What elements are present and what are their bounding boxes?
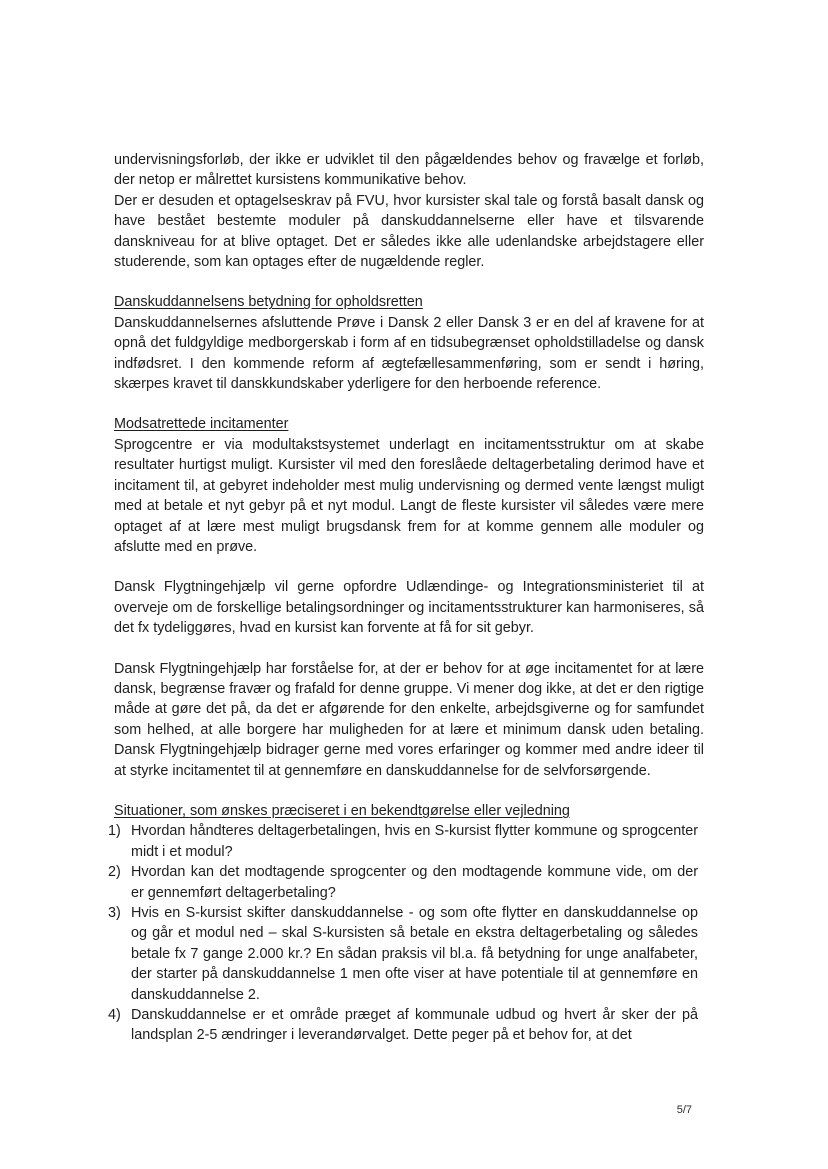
section-heading-incitamenter: Modsatrettede incitamenter [114, 416, 289, 433]
list-item-text: Hvis en S-kursist skifter danskuddannelse - og som ofte flytter en danskuddannelse op og går et modul ned – skal S-kursisten så betale en ekstra deltagerbetaling og således betale fx 7 gange 2.000 kr.? En sådan praksis vil bl.a. få betydning for unge analfabeter, der starter på danskuddannelse 1 men ofte viser at have potentiale til at gennemføre en danskuddannelse 2. [131, 905, 698, 1003]
list-item [108, 862, 698, 903]
section-heading-situationer: Situationer, som ønskes præciseret i en bekendtgørelse eller vejledning [114, 802, 570, 819]
list-item-number: 3) [108, 905, 121, 921]
list-item-text: Danskuddannelse er et område præget af kommunale udbud og hvert år sker der på landsplan 2-5 ændringer i leverandørvalget. Dette peger på et behov for, at det [131, 1007, 698, 1044]
section-body-opholdsretten: Danskuddannelsernes afsluttende Prøve i Dansk 2 eller Dansk 3 er en del af kravene for at opnå det fuldgyldige medborgerskab i form af en tidsubegrænset opholdstilladelse og dansk indfødsret. I den kommende reform af ægtefællesammenføring, som er sendt i høring, skærpes kravet til danskkundskaber yderligere for den herboende reference. [114, 314, 704, 393]
page-number: 5/7 [676, 1104, 692, 1116]
section-body-incitamenter: Sprogcentre er via modultakstsystemet underlagt en incitamentsstruktur om at skabe resultater hurtigst muligt. Kursister vil med den foreslåede deltagerbetaling derimod have et incitament til, at gebyret indeholder mest mulig undervisning og dermed vente længst muligt med at betale et nyt gebyr på et nyt modul. Langt de fleste kursister vil således være mere optaget af at lære mest muligt brugsdansk frem for at komme gennem alle moduler og afslutte med en prøve. [114, 436, 704, 555]
situation-list [108, 821, 698, 1045]
section-heading-opholdsretten: Danskuddannelsens betydning for opholdsretten [114, 294, 423, 311]
list-item-text: Hvordan håndteres deltagerbetalingen, hvis en S-kursist flytter kommune og sprogcenter midt i et modul? [131, 823, 698, 860]
intro-paragraph-2: Der er desuden et optagelseskrav på FVU, hvor kursister skal tale og forstå basalt dansk og have bestået bestemte moduler på danskuddannelserne eller have et tilsvarende danskniveau for at blive optaget. Det er således ikke alle udenlandske arbejdstagere eller studerende, som kan optages efter de nugældende regler. [114, 192, 704, 271]
list-item [108, 821, 698, 862]
list-item [108, 1005, 698, 1046]
intro-paragraph-1: undervisningsforløb, der ikke er udviklet til den pågældendes behov og fravælge et forløb, der netop er målrettet kursistens kommunikative behov. [114, 152, 704, 189]
paragraph-opfordring: Dansk Flygtningehjælp vil gerne opfordre Udlændinge- og Integrationsministeriet til at overveje om de forskellige betalingsordninger og incitamentsstrukturer kan harmoniseres, så det fx tydeliggøres, hvad en kursist kan forvente at få for sit gebyr. [114, 579, 704, 637]
paragraph-forstaaelse: Dansk Flygtningehjælp har forståelse for, at der er behov for at øge incitamentet for at lære dansk, begrænse fravær og frafald for denne gruppe. Vi mener dog ikke, at det er den rigtige måde at gøre det på, da det er afgørende for den enkelte, arbejdsgiverne og for samfundet som helhed, at alle borgere har muligheden for at lære et minimum dansk uden betaling. Dansk Flygtningehjælp bidrager gerne med vores erfaringer og kommer med andre ideer til at styrke incitamentet til at gennemføre en danskuddannelse for de selvforsørgende. [114, 660, 704, 779]
list-item [108, 903, 698, 1005]
list-item-number: 2) [108, 864, 121, 881]
list-item-number: 4) [108, 1007, 121, 1024]
list-item-text: Hvordan kan det modtagende sprogcenter og den modtagende kommune vide, om der er gennemført deltagerbetaling? [131, 864, 698, 901]
list-item-number: 1) [108, 823, 121, 840]
document-body [108, 150, 704, 1046]
